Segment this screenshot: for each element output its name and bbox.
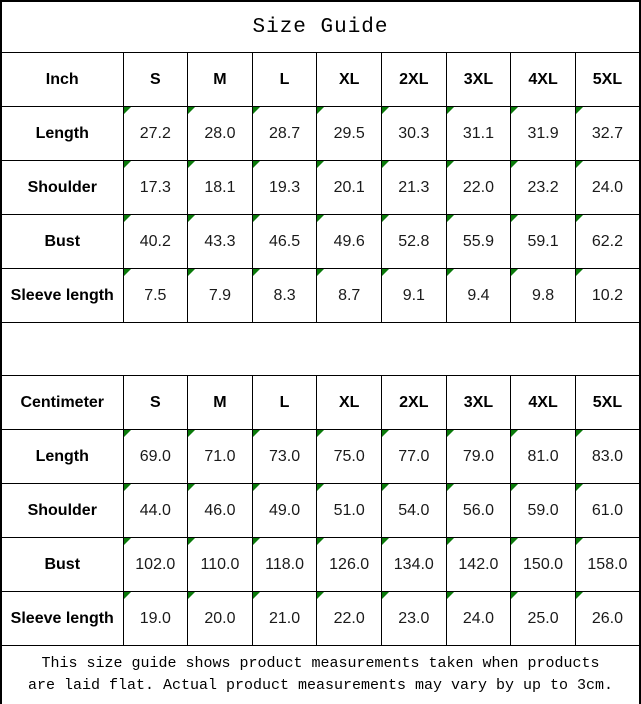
measurement-value: 110.0 xyxy=(200,555,240,573)
green-corner-flag-icon xyxy=(511,161,518,168)
measurement-value-cell xyxy=(382,161,447,215)
green-corner-flag-icon xyxy=(576,269,583,276)
measurement-value-cell xyxy=(446,215,511,269)
measurement-value: 49.0 xyxy=(268,501,301,519)
measurement-value: 24.0 xyxy=(591,178,623,196)
measurement-value: 75.0 xyxy=(333,447,365,465)
green-corner-flag-icon xyxy=(447,269,454,276)
measurement-value: 23.2 xyxy=(527,178,559,196)
measurement-value: 24.0 xyxy=(462,609,494,627)
measurement-value-cell xyxy=(511,538,576,592)
green-corner-flag-icon xyxy=(382,430,389,437)
measurement-value-cell xyxy=(575,592,640,646)
measurement-value-cell xyxy=(188,538,253,592)
measurement-value: 134.0 xyxy=(393,555,434,573)
measurement-value: 17.3 xyxy=(139,178,171,196)
measurement-value-cell xyxy=(123,161,188,215)
measurement-row xyxy=(1,430,640,484)
measurement-value: 7.5 xyxy=(144,286,167,304)
green-corner-flag-icon xyxy=(447,107,454,114)
green-corner-flag-icon xyxy=(576,538,583,545)
measurement-value: 59.1 xyxy=(527,232,559,250)
measurement-value: 55.9 xyxy=(462,232,494,250)
measurement-value: 71.0 xyxy=(204,447,236,465)
measurement-value-cell xyxy=(446,592,511,646)
green-corner-flag-icon xyxy=(317,592,324,599)
measurement-value-cell xyxy=(446,269,511,323)
measurement-value-cell xyxy=(382,484,447,538)
measurement-value: 18.1 xyxy=(204,178,236,196)
green-corner-flag-icon xyxy=(382,484,389,491)
measurement-value-cell xyxy=(252,215,317,269)
green-corner-flag-icon xyxy=(124,269,131,276)
green-corner-flag-icon xyxy=(382,107,389,114)
measurement-value-cell xyxy=(188,161,253,215)
size-header-cell: L xyxy=(252,53,317,107)
measurement-value-cell xyxy=(511,215,576,269)
measurement-row xyxy=(1,269,640,323)
green-corner-flag-icon xyxy=(382,592,389,599)
green-corner-flag-icon xyxy=(447,161,454,168)
measurement-value: 10.2 xyxy=(591,286,623,304)
measurement-note xyxy=(1,646,640,704)
green-corner-flag-icon xyxy=(447,538,454,545)
measurement-value-cell xyxy=(123,107,188,161)
measurement-label-cell: Bust xyxy=(1,215,123,269)
size-header-cell: 2XL xyxy=(382,376,447,430)
measurement-value-cell xyxy=(123,538,188,592)
measurement-row xyxy=(1,538,640,592)
green-corner-flag-icon xyxy=(447,215,454,222)
measurement-value: 54.0 xyxy=(398,501,430,519)
measurement-value: 102.0 xyxy=(135,555,176,573)
green-corner-flag-icon xyxy=(253,592,260,599)
green-corner-flag-icon xyxy=(317,484,324,491)
measurement-value: 22.0 xyxy=(333,609,365,627)
size-header-row xyxy=(1,53,640,107)
measurement-value-cell xyxy=(511,107,576,161)
measurement-row xyxy=(1,107,640,161)
measurement-note-line-2: are laid flat. Actual product measurements may vary by up to 3cm. xyxy=(27,677,614,694)
measurement-value-cell xyxy=(575,215,640,269)
measurement-value: 21.3 xyxy=(398,178,430,196)
green-corner-flag-icon xyxy=(124,484,131,491)
size-header-cell: M xyxy=(188,376,253,430)
measurement-value: 20.0 xyxy=(204,609,236,627)
green-corner-flag-icon xyxy=(124,538,131,545)
size-header-cell: S xyxy=(123,376,188,430)
unit-label-cell: Centimeter xyxy=(1,376,123,430)
measurement-value-cell xyxy=(511,592,576,646)
measurement-value-cell xyxy=(252,592,317,646)
size-header-cell: 5XL xyxy=(575,376,640,430)
measurement-value-cell xyxy=(511,484,576,538)
green-corner-flag-icon xyxy=(511,269,518,276)
size-header-cell: M xyxy=(188,53,253,107)
measurement-value: 79.0 xyxy=(462,447,494,465)
green-corner-flag-icon xyxy=(124,592,131,599)
size-header-row xyxy=(1,376,640,430)
measurement-value-cell xyxy=(317,538,382,592)
measurement-value-cell xyxy=(382,107,447,161)
measurement-value: 126.0 xyxy=(329,555,370,573)
spacer-row xyxy=(1,323,640,376)
green-corner-flag-icon xyxy=(576,592,583,599)
measurement-value-cell xyxy=(252,484,317,538)
size-header-cell: XL xyxy=(317,53,382,107)
measurement-value: 56.0 xyxy=(462,501,494,519)
measurement-value: 19.0 xyxy=(139,609,171,627)
measurement-value-cell xyxy=(382,269,447,323)
green-corner-flag-icon xyxy=(576,107,583,114)
measurement-value: 142.0 xyxy=(458,555,499,573)
green-corner-flag-icon xyxy=(124,215,131,222)
green-corner-flag-icon xyxy=(188,484,195,491)
measurement-value-cell xyxy=(446,484,511,538)
size-header-cell: 4XL xyxy=(511,376,576,430)
measurement-value: 69.0 xyxy=(139,447,171,465)
measurement-value: 20.1 xyxy=(333,178,365,196)
title-row xyxy=(1,1,640,53)
measurement-label-cell: Length xyxy=(1,107,123,161)
footer-row xyxy=(1,646,640,704)
measurement-value-cell xyxy=(575,430,640,484)
measurement-value: 30.3 xyxy=(398,124,430,142)
green-corner-flag-icon xyxy=(188,269,195,276)
green-corner-flag-icon xyxy=(576,161,583,168)
measurement-value-cell xyxy=(511,161,576,215)
measurement-value-cell xyxy=(575,484,640,538)
green-corner-flag-icon xyxy=(576,430,583,437)
centimeter-table-body xyxy=(1,376,640,646)
green-corner-flag-icon xyxy=(253,538,260,545)
green-corner-flag-icon xyxy=(317,161,324,168)
measurement-label-cell: Sleeve length xyxy=(1,269,123,323)
green-corner-flag-icon xyxy=(124,107,131,114)
measurement-value: 46.5 xyxy=(268,232,301,250)
inch-table-body xyxy=(1,53,640,323)
green-corner-flag-icon xyxy=(124,161,131,168)
measurement-value-cell xyxy=(575,538,640,592)
measurement-value-cell xyxy=(575,161,640,215)
measurement-row xyxy=(1,215,640,269)
measurement-value: 9.4 xyxy=(467,286,490,304)
measurement-value: 77.0 xyxy=(398,447,430,465)
green-corner-flag-icon xyxy=(511,538,518,545)
measurement-value-cell xyxy=(252,107,317,161)
measurement-value-cell xyxy=(317,484,382,538)
green-corner-flag-icon xyxy=(253,161,260,168)
measurement-value-cell xyxy=(188,107,253,161)
measurement-value-cell xyxy=(252,538,317,592)
measurement-value-cell xyxy=(511,430,576,484)
measurement-value-cell xyxy=(446,430,511,484)
page-title: Size Guide xyxy=(1,1,640,53)
measurement-value: 19.3 xyxy=(268,178,301,196)
green-corner-flag-icon xyxy=(447,592,454,599)
measurement-value-cell xyxy=(188,484,253,538)
measurement-value: 31.9 xyxy=(527,124,559,142)
measurement-value-cell xyxy=(317,215,382,269)
measurement-value: 150.0 xyxy=(523,555,564,573)
green-corner-flag-icon xyxy=(382,538,389,545)
green-corner-flag-icon xyxy=(511,484,518,491)
green-corner-flag-icon xyxy=(382,269,389,276)
measurement-value: 7.9 xyxy=(208,286,232,304)
measurement-value: 81.0 xyxy=(527,447,559,465)
measurement-value-cell xyxy=(123,269,188,323)
measurement-value-cell xyxy=(511,269,576,323)
measurement-value: 8.3 xyxy=(273,286,296,304)
measurement-label-cell: Bust xyxy=(1,538,123,592)
green-corner-flag-icon xyxy=(188,538,195,545)
measurement-value-cell xyxy=(317,269,382,323)
size-header-cell: 2XL xyxy=(382,53,447,107)
measurement-value: 22.0 xyxy=(462,178,494,196)
measurement-value: 28.7 xyxy=(268,124,301,142)
measurement-label-cell: Sleeve length xyxy=(1,592,123,646)
green-corner-flag-icon xyxy=(253,430,260,437)
green-corner-flag-icon xyxy=(511,107,518,114)
measurement-value-cell xyxy=(252,269,317,323)
size-header-cell: L xyxy=(252,376,317,430)
size-header-cell: 3XL xyxy=(446,53,511,107)
size-header-cell: 5XL xyxy=(575,53,640,107)
size-header-cell: S xyxy=(123,53,188,107)
measurement-value-cell xyxy=(446,107,511,161)
measurement-value-cell xyxy=(123,592,188,646)
green-corner-flag-icon xyxy=(382,215,389,222)
green-corner-flag-icon xyxy=(511,215,518,222)
measurement-value-cell xyxy=(382,430,447,484)
measurement-value-cell xyxy=(446,538,511,592)
green-corner-flag-icon xyxy=(188,592,195,599)
measurement-value: 40.2 xyxy=(139,232,171,250)
green-corner-flag-icon xyxy=(253,484,260,491)
measurement-value: 46.0 xyxy=(204,501,236,519)
measurement-value-cell xyxy=(382,592,447,646)
measurement-value: 32.7 xyxy=(591,124,623,142)
measurement-value: 158.0 xyxy=(587,555,628,573)
green-corner-flag-icon xyxy=(447,484,454,491)
measurement-value-cell xyxy=(252,161,317,215)
measurement-value-cell xyxy=(188,269,253,323)
measurement-value-cell xyxy=(382,215,447,269)
green-corner-flag-icon xyxy=(188,215,195,222)
green-corner-flag-icon xyxy=(124,430,131,437)
measurement-value: 23.0 xyxy=(398,609,430,627)
green-corner-flag-icon xyxy=(253,107,260,114)
measurement-value: 118.0 xyxy=(265,555,304,573)
size-header-cell: XL xyxy=(317,376,382,430)
size-header-cell: 3XL xyxy=(446,376,511,430)
green-corner-flag-icon xyxy=(576,484,583,491)
measurement-value-cell xyxy=(188,215,253,269)
measurement-value: 28.0 xyxy=(204,124,236,142)
measurement-row xyxy=(1,161,640,215)
spacer-cell xyxy=(1,323,640,376)
green-corner-flag-icon xyxy=(511,430,518,437)
measurement-label-cell: Shoulder xyxy=(1,161,123,215)
green-corner-flag-icon xyxy=(382,161,389,168)
measurement-label-cell: Shoulder xyxy=(1,484,123,538)
measurement-value: 52.8 xyxy=(398,232,430,250)
measurement-row xyxy=(1,484,640,538)
green-corner-flag-icon xyxy=(317,215,324,222)
measurement-value: 51.0 xyxy=(333,501,365,519)
green-corner-flag-icon xyxy=(447,430,454,437)
green-corner-flag-icon xyxy=(511,592,518,599)
green-corner-flag-icon xyxy=(253,269,260,276)
measurement-value: 59.0 xyxy=(527,501,559,519)
measurement-value: 49.6 xyxy=(333,232,365,250)
measurement-value: 43.3 xyxy=(204,232,236,250)
size-header-cell: 4XL xyxy=(511,53,576,107)
measurement-value: 9.8 xyxy=(531,286,555,304)
green-corner-flag-icon xyxy=(576,215,583,222)
measurement-value: 9.1 xyxy=(402,286,425,304)
green-corner-flag-icon xyxy=(253,215,260,222)
measurement-value: 21.0 xyxy=(268,609,301,627)
measurement-value-cell xyxy=(123,215,188,269)
green-corner-flag-icon xyxy=(188,107,195,114)
measurement-value: 31.1 xyxy=(462,124,494,142)
measurement-value-cell xyxy=(188,592,253,646)
measurement-value: 29.5 xyxy=(333,124,365,142)
measurement-value-cell xyxy=(123,484,188,538)
measurement-value: 27.2 xyxy=(139,124,171,142)
measurement-value: 26.0 xyxy=(591,609,623,627)
green-corner-flag-icon xyxy=(317,107,324,114)
measurement-value-cell xyxy=(575,107,640,161)
measurement-value-cell xyxy=(382,538,447,592)
green-corner-flag-icon xyxy=(188,161,195,168)
measurement-value-cell xyxy=(317,107,382,161)
measurement-value-cell xyxy=(317,430,382,484)
green-corner-flag-icon xyxy=(317,269,324,276)
measurement-value: 25.0 xyxy=(527,609,559,627)
measurement-value-cell xyxy=(317,592,382,646)
measurement-label-cell: Length xyxy=(1,430,123,484)
measurement-value-cell xyxy=(252,430,317,484)
green-corner-flag-icon xyxy=(317,430,324,437)
measurement-value: 8.7 xyxy=(338,286,361,304)
measurement-value: 44.0 xyxy=(139,501,171,519)
unit-label-cell: Inch xyxy=(1,53,123,107)
measurement-value: 61.0 xyxy=(591,501,623,519)
measurement-note-line-1: This size guide shows product measurements taken when products xyxy=(41,655,600,673)
measurement-value: 83.0 xyxy=(591,447,623,465)
measurement-value: 62.2 xyxy=(591,232,623,250)
measurement-row xyxy=(1,592,640,646)
measurement-value-cell xyxy=(123,430,188,484)
measurement-value-cell xyxy=(317,161,382,215)
measurement-value-cell xyxy=(575,269,640,323)
green-corner-flag-icon xyxy=(188,430,195,437)
measurement-value-cell xyxy=(188,430,253,484)
measurement-value-cell xyxy=(446,161,511,215)
green-corner-flag-icon xyxy=(317,538,324,545)
measurement-value: 73.0 xyxy=(268,447,301,465)
